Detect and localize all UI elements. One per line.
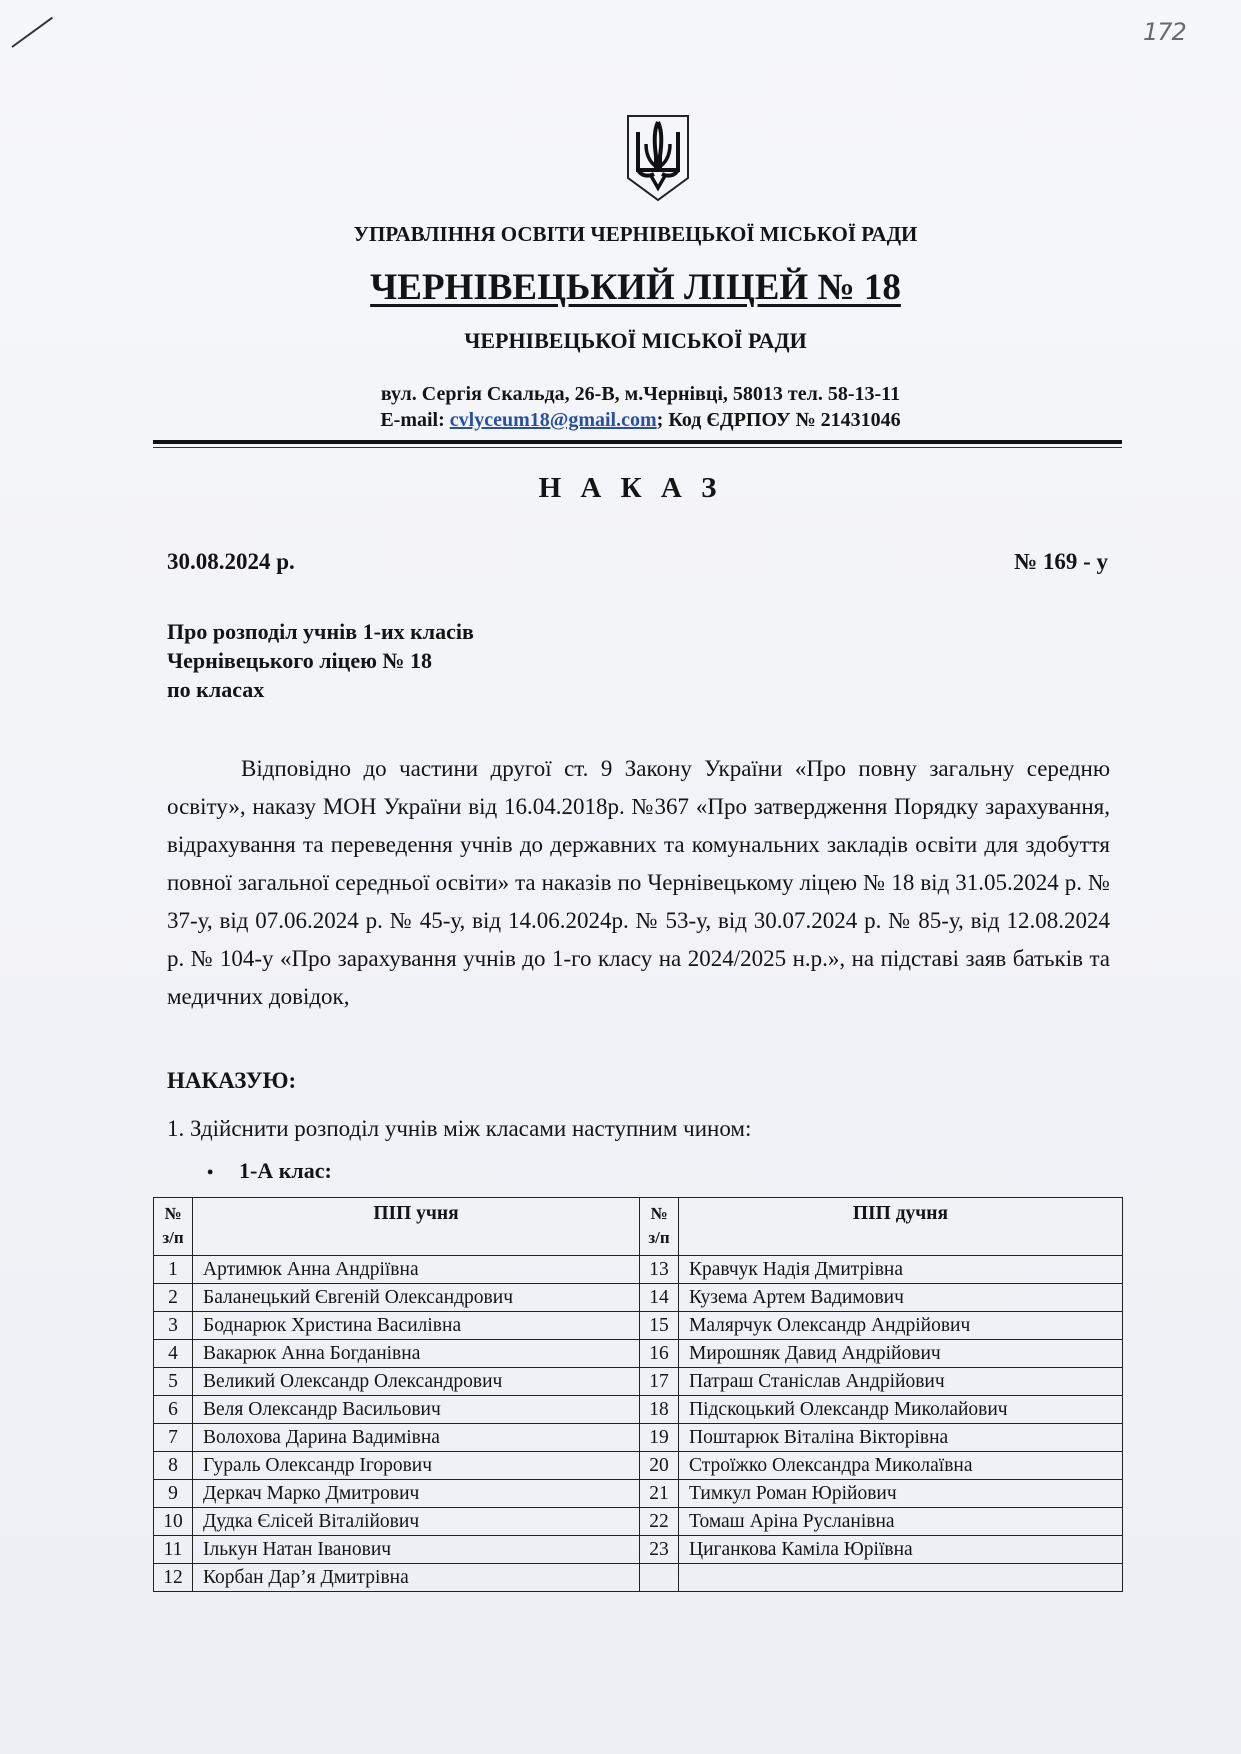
student-name: Веля Олександр Васильович	[193, 1396, 640, 1424]
authority-heading: УПРАВЛІННЯ ОСВІТИ ЧЕРНІВЕЦЬКОЇ МІСЬКОЇ РАДИ	[353, 222, 918, 246]
table-row	[154, 1368, 1123, 1396]
table-row	[154, 1312, 1123, 1340]
table-row	[154, 1284, 1123, 1312]
student-number: 13	[640, 1256, 679, 1284]
student-number: 6	[154, 1396, 193, 1424]
table-row	[154, 1452, 1123, 1480]
header-name-right: ПІП дучня	[679, 1198, 1123, 1256]
header-name-left: ПІП учня	[193, 1198, 640, 1256]
student-name: Корбан Дар’я Дмитрівна	[193, 1564, 640, 1592]
student-name: Томаш Аріна Русланівна	[679, 1508, 1123, 1536]
student-name: Кузема Артем Вадимович	[679, 1284, 1123, 1312]
class-label: 1-А клас:	[239, 1158, 332, 1183]
student-number: 10	[154, 1508, 193, 1536]
student-number: 23	[640, 1536, 679, 1564]
student-name: Патраш Станіслав Андрійович	[679, 1368, 1123, 1396]
subject-line: по класах	[167, 677, 265, 702]
student-number: 20	[640, 1452, 679, 1480]
student-name: Баланецький Євгеній Олександрович	[193, 1284, 640, 1312]
class-roster-table	[153, 1197, 1123, 1592]
order-number: № 169 - у	[1013, 549, 1108, 574]
bullet-icon: •	[207, 1162, 214, 1182]
preamble-text: Відповідно до частини другої ст. 9 Закону України «Про повну загальну середню освіту», наказу МОН України від 16.04.2018р. №367 «Про затвердження Порядку зарахування, відрахування та переведення учнів до державних та комунальних закладів освіти для здобуття повної загальної середньої освіти» та наказів по Чернівецькому ліцею № 18 від 31.05.2024 р. № 37-у, від 07.06.2024 р. № 45-у, від 14.06.2024р. № 53-у, від 30.07.2024 р. № 85-у, від 12.08.2024 р. № 104-у «Про зарахування учнів до 1-го класу на 2024/2025 н.р.», на підставі заяв батьків та медичних довідок,	[167, 756, 1110, 1009]
student-number: 1	[154, 1256, 193, 1284]
header-number-right: № з/п	[640, 1198, 679, 1256]
table-header-row	[154, 1198, 1123, 1256]
table-row	[154, 1508, 1123, 1536]
student-number: 4	[154, 1340, 193, 1368]
student-number: 11	[154, 1536, 193, 1564]
student-number: 7	[154, 1424, 193, 1452]
trident-icon	[624, 112, 692, 204]
student-name: Циганкова Каміла Юріївна	[679, 1536, 1123, 1564]
student-number: 14	[640, 1284, 679, 1312]
student-name: Малярчук Олександр Андрійович	[679, 1312, 1123, 1340]
student-name: Артимюк Анна Андріївна	[193, 1256, 640, 1284]
header-number-left: № з/п	[154, 1198, 193, 1256]
subject-line: Чернівецького ліцею № 18	[167, 648, 433, 673]
student-name: Мирошняк Давид Андрійович	[679, 1340, 1123, 1368]
student-number: 8	[154, 1452, 193, 1480]
student-name: Волохова Дарина Вадимівна	[193, 1424, 640, 1452]
student-name: Тимкул Роман Юрійович	[679, 1480, 1123, 1508]
student-number: 17	[640, 1368, 679, 1396]
council-heading: ЧЕРНІВЕЦЬКОЇ МІСЬКОЇ РАДИ	[464, 328, 807, 353]
student-name: Боднарюк Христина Василівна	[193, 1312, 640, 1340]
order-date: 30.08.2024 р.	[167, 549, 295, 574]
edrpou-code: ; Код ЄДРПОУ № 21431046	[656, 409, 901, 431]
student-name: Гураль Олександр Ігорович	[193, 1452, 640, 1480]
document-title: Н А К А З	[538, 472, 723, 504]
order-heading: НАКАЗУЮ:	[167, 1068, 297, 1093]
table-row	[154, 1480, 1123, 1508]
contact-block	[0, 381, 1241, 433]
table-row	[154, 1340, 1123, 1368]
student-name: Строїжко Олександра Миколаївна	[679, 1452, 1123, 1480]
student-number: 9	[154, 1480, 193, 1508]
order-subject	[167, 617, 474, 704]
subject-line: Про розподіл учнів 1-их класів	[167, 619, 474, 644]
student-number: 21	[640, 1480, 679, 1508]
table-row	[154, 1564, 1123, 1592]
table-row	[154, 1536, 1123, 1564]
table-row	[154, 1256, 1123, 1284]
student-number: 16	[640, 1340, 679, 1368]
student-name: Великий Олександр Олександрович	[193, 1368, 640, 1396]
student-name: Дудка Єлісей Віталійович	[193, 1508, 640, 1536]
preamble-paragraph	[167, 750, 1110, 1016]
student-number: 5	[154, 1368, 193, 1396]
email-link[interactable]: cvlyceum18@gmail.com	[449, 409, 657, 431]
order-item-1: 1. Здійснити розподіл учнів між класами наступним чином:	[167, 1116, 752, 1141]
class-heading	[207, 1158, 332, 1184]
student-name: Вакарюк Анна Богданівна	[193, 1340, 640, 1368]
student-name: Поштарюк Віталіна Вікторівна	[679, 1424, 1123, 1452]
student-number: 18	[640, 1396, 679, 1424]
table-row	[154, 1424, 1123, 1452]
email-line	[40, 407, 1241, 433]
student-number: 15	[640, 1312, 679, 1340]
student-name: Деркач Марко Дмитрович	[193, 1480, 640, 1508]
student-name: Підскоцький Олександр Миколайович	[679, 1396, 1123, 1424]
student-number: 12	[154, 1564, 193, 1592]
student-number	[640, 1564, 679, 1592]
address-line: вул. Сергія Скальда, 26-В, м.Чернівці, 58013 тел. 58-13-11	[380, 383, 901, 405]
student-name: Ількун Натан Іванович	[193, 1536, 640, 1564]
email-label: E-mail:	[380, 409, 445, 431]
handwritten-page-number: 172	[1143, 18, 1186, 46]
school-name: ЧЕРНІВЕЦЬКИЙ ЛІЦЕЙ № 18	[370, 267, 901, 308]
header-divider	[153, 440, 1122, 444]
student-name: Кравчук Надія Дмитрівна	[679, 1256, 1123, 1284]
student-number: 3	[154, 1312, 193, 1340]
student-number: 22	[640, 1508, 679, 1536]
student-number: 2	[154, 1284, 193, 1312]
table-row	[154, 1396, 1123, 1424]
student-name	[679, 1564, 1123, 1592]
header-divider-thin	[153, 447, 1122, 448]
student-number: 19	[640, 1424, 679, 1452]
